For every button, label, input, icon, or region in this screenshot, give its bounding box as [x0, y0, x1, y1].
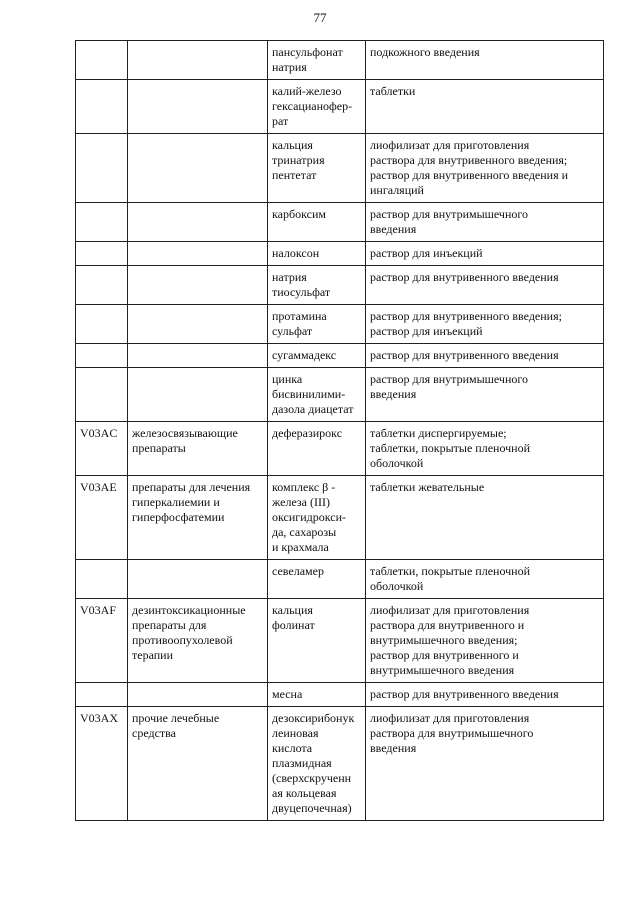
dosage-form-cell: таблетки жевательные [366, 476, 604, 560]
group-cell: прочие лечебные средства [128, 707, 268, 821]
atc-code-cell [76, 368, 128, 422]
atc-code-cell [76, 305, 128, 344]
group-cell [128, 242, 268, 266]
table-row [76, 368, 604, 422]
dosage-form-cell: раствор для внутримышечного введения [366, 368, 604, 422]
table-row [76, 560, 604, 599]
atc-code-cell [76, 344, 128, 368]
dosage-form-cell: раствор для внутривенного введения [366, 683, 604, 707]
group-cell: железосвязывающие препараты [128, 422, 268, 476]
group-cell [128, 41, 268, 80]
table-row [76, 134, 604, 203]
atc-code-cell [76, 203, 128, 242]
atc-code-cell [76, 41, 128, 80]
atc-code-cell [76, 266, 128, 305]
table-row [76, 305, 604, 344]
dosage-form-cell: раствор для внутривенного введения [366, 344, 604, 368]
table-row [76, 422, 604, 476]
group-cell [128, 368, 268, 422]
atc-code-cell: V03AF [76, 599, 128, 683]
drug-cell: кальция тринатрия пентетат [268, 134, 366, 203]
atc-code-cell: V03AE [76, 476, 128, 560]
dosage-form-cell: лиофилизат для приготовления раствора для внутримышечного введения [366, 707, 604, 821]
drug-cell: месна [268, 683, 366, 707]
drug-cell: деферазирокс [268, 422, 366, 476]
drug-cell: кальция фолинат [268, 599, 366, 683]
atc-code-cell [76, 683, 128, 707]
dosage-form-cell: лиофилизат для приготовления раствора для внутривенного и внутримышечного введения; раствор для внутривенного и внутримышечного введения [366, 599, 604, 683]
table-row [76, 599, 604, 683]
group-cell [128, 560, 268, 599]
group-cell [128, 80, 268, 134]
dosage-form-cell: лиофилизат для приготовления раствора для внутривенного введения; раствор для внутривенного введения и ингаляций [366, 134, 604, 203]
table-row [76, 707, 604, 821]
drug-cell: карбоксим [268, 203, 366, 242]
atc-code-cell: V03AX [76, 707, 128, 821]
group-cell: дезинтоксикационные препараты для противоопухолевой терапии [128, 599, 268, 683]
atc-code-cell: V03AC [76, 422, 128, 476]
table-row [76, 203, 604, 242]
table-row [76, 683, 604, 707]
drug-cell: протамина сульфат [268, 305, 366, 344]
dosage-form-cell: подкожного введения [366, 41, 604, 80]
table-row [76, 80, 604, 134]
drug-cell: налоксон [268, 242, 366, 266]
drug-table [75, 40, 604, 821]
drug-cell: пансульфонат натрия [268, 41, 366, 80]
table-row [76, 266, 604, 305]
drug-cell: цинка бисвинилими- дазола диацетат [268, 368, 366, 422]
group-cell [128, 344, 268, 368]
group-cell [128, 203, 268, 242]
table-row [76, 41, 604, 80]
group-cell: препараты для лечения гиперкалиемии и гиперфосфатемии [128, 476, 268, 560]
table-row [76, 476, 604, 560]
dosage-form-cell: раствор для внутривенного введения [366, 266, 604, 305]
page-number: 77 [313, 10, 327, 25]
dosage-form-cell: таблетки, покрытые пленочной оболочкой [366, 560, 604, 599]
drug-cell: комплекс β - железа (III) оксигидрокси- да, сахарозы и крахмала [268, 476, 366, 560]
drug-cell: сугаммадекс [268, 344, 366, 368]
table-row [76, 242, 604, 266]
group-cell [128, 266, 268, 305]
drug-cell: калий-железо гексацианофер- рат [268, 80, 366, 134]
group-cell [128, 683, 268, 707]
table-row [76, 344, 604, 368]
atc-code-cell [76, 242, 128, 266]
drug-cell: дезоксирибонук леиновая кислота плазмидная (сверхскрученн ая кольцевая двуцепочечная) [268, 707, 366, 821]
dosage-form-cell: раствор для инъекций [366, 242, 604, 266]
atc-code-cell [76, 134, 128, 203]
dosage-form-cell: раствор для внутримышечного введения [366, 203, 604, 242]
atc-code-cell [76, 560, 128, 599]
dosage-form-cell: таблетки диспергируемые; таблетки, покрытые пленочной оболочкой [366, 422, 604, 476]
drug-cell: натрия тиосульфат [268, 266, 366, 305]
group-cell [128, 134, 268, 203]
dosage-form-cell: раствор для внутривенного введения; раствор для инъекций [366, 305, 604, 344]
dosage-form-cell: таблетки [366, 80, 604, 134]
group-cell [128, 305, 268, 344]
atc-code-cell [76, 80, 128, 134]
drug-cell: севеламер [268, 560, 366, 599]
